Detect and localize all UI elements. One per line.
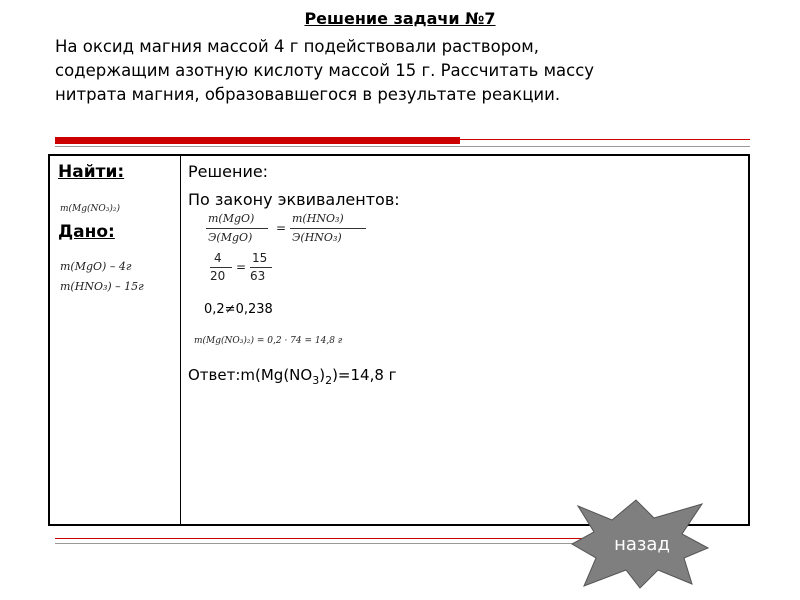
frac1-den-left: Э(MgO) [208,231,253,244]
frac1-equals: = [276,221,287,235]
back-button-label: назад [614,534,670,555]
solution-header: Решение: [188,162,269,181]
frac2-den-left: 20 [210,269,226,283]
frac2-den-right: 63 [250,269,266,283]
bottom-gray-line [55,543,645,544]
problem-line: нитрата магния, образовавшегося в результате реакции. [55,85,561,104]
top-gray-line [55,146,750,147]
calculation-formula: m(Mg(NO₃)₂) = 0,2 · 74 = 14,8 г [194,336,343,346]
frac2-num-left: 4 [214,251,222,265]
frac1-num-right: m(HNO₃) [292,212,344,225]
page-title: Решение задачи №7 [304,9,496,28]
frac1-bar-right [290,228,366,229]
problem-statement [55,35,755,107]
answer-suffix: )=14,8 г [332,366,397,384]
answer-subscript: 3 [312,374,320,387]
problem-line: На оксид магния массой 4 г подействовали раствором, [55,37,539,56]
comparison-text: 0,2≠0,238 [204,302,273,317]
answer-mid: ) [319,366,326,384]
solution-table [48,154,750,526]
bottom-red-line [55,538,645,539]
frac2-num-right: 15 [252,251,268,265]
frac2-bar-right [250,267,272,268]
column-divider [180,156,181,524]
frac2-equals: = [236,260,247,274]
top-red-line [460,139,750,140]
given-label: Дано: [58,222,115,242]
frac2-bar-left [210,267,232,268]
answer-prefix: Ответ:m(Mg(NO [188,366,313,384]
law-text: По закону эквивалентов: [188,190,400,209]
given-line-hno3: m(HNO₃) – 15г [60,280,144,293]
problem-line: содержащим азотную кислоту массой 15 г. Рассчитать массу [55,61,595,80]
frac1-den-right: Э(HNO₃) [292,231,342,244]
frac1-bar-left [206,228,268,229]
answer-text [188,366,397,387]
top-red-bar [55,137,460,144]
back-button[interactable] [570,498,710,590]
answer-subscript: 2 [325,374,333,387]
find-formula: m(Mg(NO₃)₂) [60,204,121,214]
find-label: Найти: [58,162,125,182]
given-line-mgo: m(MgO) – 4г [60,260,132,273]
frac1-num-left: m(MgO) [208,212,255,225]
